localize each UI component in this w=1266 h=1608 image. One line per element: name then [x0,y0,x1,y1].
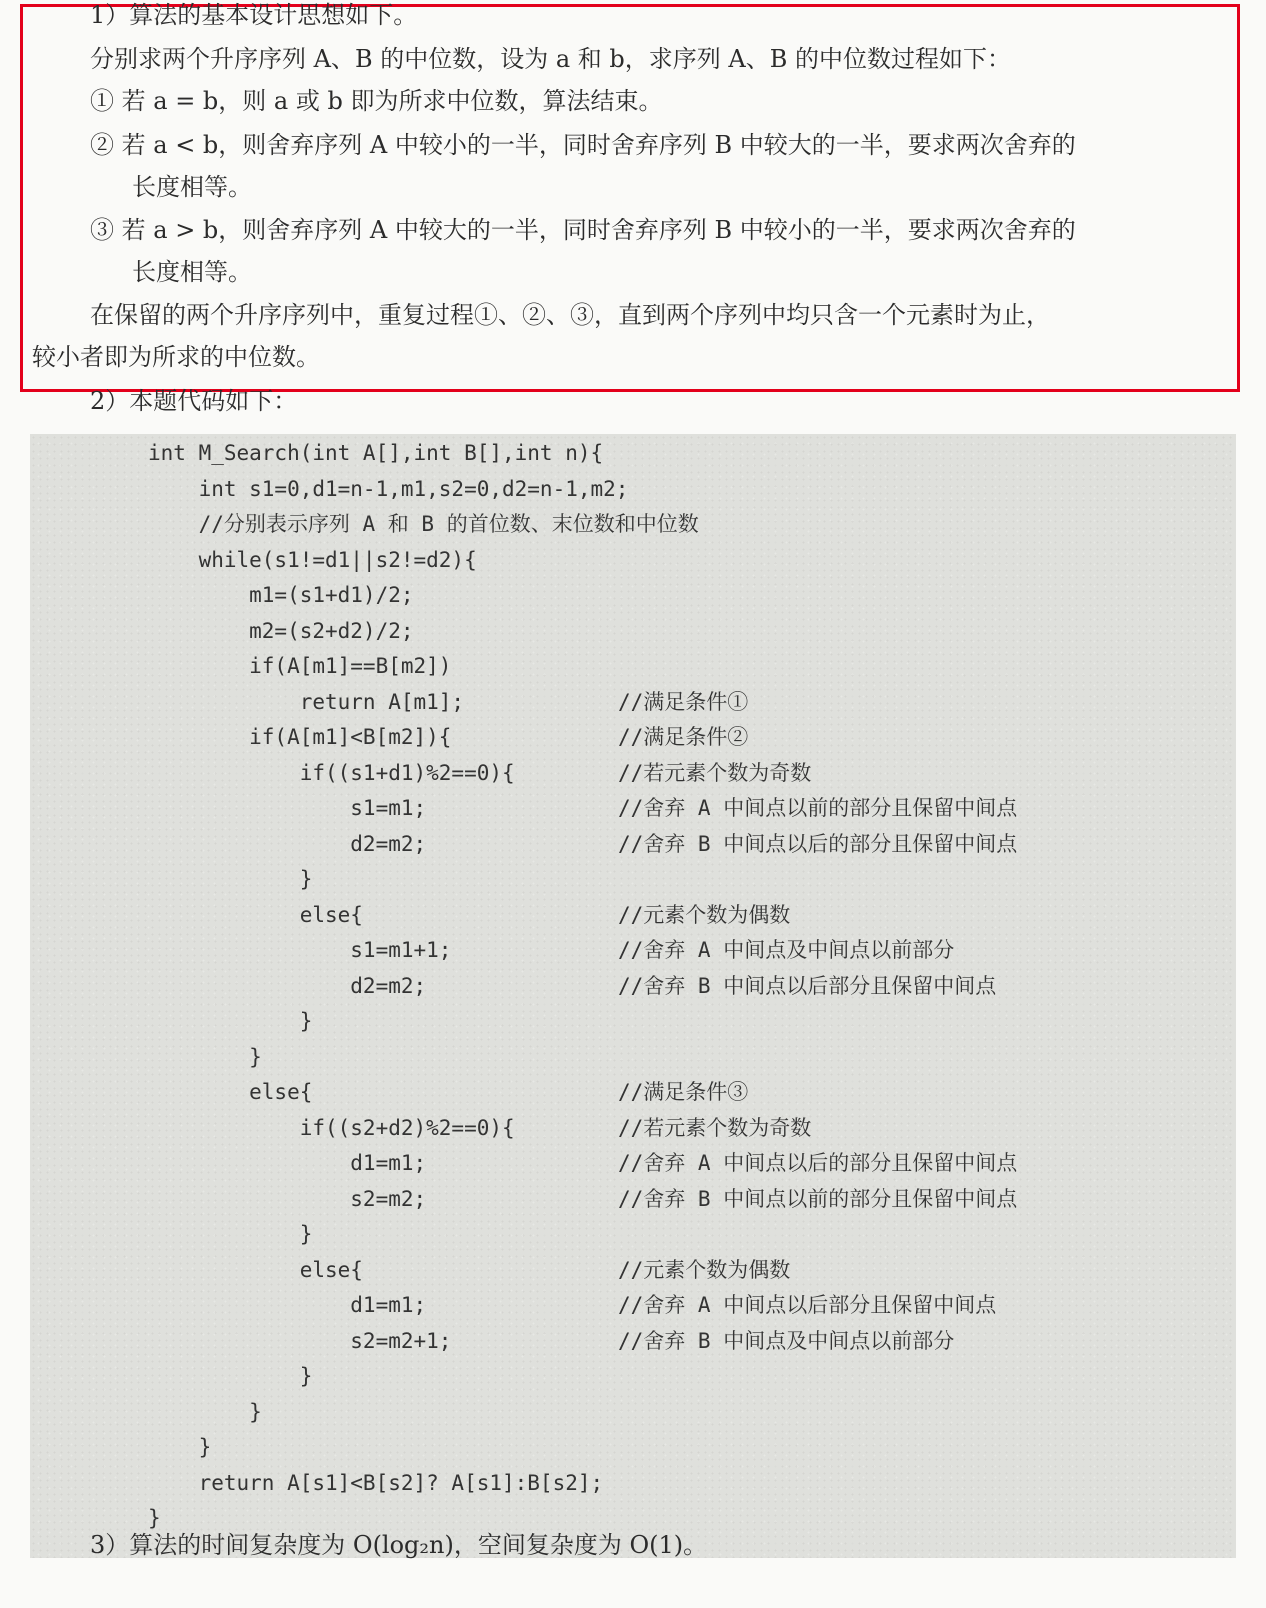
code-line: s1=m1+1; [148,938,452,962]
section1-intro: 分别求两个升序序列 A、B 的中位数，设为 a 和 b，求序列 A、B 的中位数过程如下： [90,45,1012,73]
code-line: if(A[m1]<B[m2]){ [148,725,452,749]
code-line: d2=m2; [148,973,427,998]
code-comment: //舍弃 B 中间点以前的部分且保留中间点 [618,1186,1018,1211]
code-line: d2=m2; [148,831,427,856]
code-line: s2=m2; [148,1186,427,1211]
section2-heading: 2）本题代码如下： [90,387,298,415]
code-line: } [148,1009,313,1033]
code-line: } [148,867,313,891]
code-line: else{ [148,902,363,927]
code-line: s2=m2+1; [148,1328,452,1353]
code-line: int M_Search(int A[],int B[],int n){ [148,441,604,465]
step1-text: ① 若 a = b，则 a 或 b 即为所求中位数，算法结束。 [90,87,663,115]
code-comment: //舍弃 B 中间点及中间点以前部分 [618,1328,955,1353]
code-line: } [148,1044,262,1069]
code-line: } [148,1222,313,1246]
complexity-text: 3）算法的时间复杂度为 O(log₂n)，空间复杂度为 O(1)。 [90,1531,708,1559]
code-line: } [148,1506,161,1530]
code-comment: //舍弃 B 中间点以后的部分且保留中间点 [618,831,1018,856]
code-comment: //满足条件② [618,725,749,749]
code-line: int s1=0,d1=n-1,m1,s2=0,d2=n-1,m2; [148,476,629,501]
code-line: s1=m1; [148,796,427,820]
step2-text-line1: ② 若 a < b，则舍弃序列 A 中较小的一半，同时舍弃序列 B 中较大的一半，要求两次舍弃的 [90,131,1076,159]
code-line: else{ [148,1257,363,1282]
code-line: d1=m1; [148,1151,427,1175]
code-comment: //舍弃 A 中间点以前的部分且保留中间点 [618,796,1018,820]
code-comment: //舍弃 A 中间点以后的部分且保留中间点 [618,1151,1018,1175]
repeat-text-line1: 在保留的两个升序序列中，重复过程①、②、③，直到两个序列中均只含一个元素时为止， [90,301,1050,329]
code-line: if((s2+d2)%2==0){ [148,1115,515,1140]
code-line: m1=(s1+d1)/2; [148,583,414,607]
section1-heading: 1）算法的基本设计思想如下。 [90,1,418,29]
code-comment: //元素个数为偶数 [618,902,791,927]
repeat-text-line2: 较小者即为所求的中位数。 [32,343,320,371]
code-line: } [148,1364,313,1388]
code-comment: //舍弃 B 中间点以后部分且保留中间点 [618,973,997,998]
code-line: else{ [148,1080,313,1104]
step2-text-line2: 长度相等。 [132,173,252,201]
code-line: if(A[m1]==B[m2]) [148,654,452,678]
code-line: return A[m1]; [148,689,465,714]
code-line: if((s1+d1)%2==0){ [148,760,515,785]
code-line: //分别表示序列 A 和 B 的首位数、末位数和中位数 [148,512,699,536]
code-comment: //舍弃 A 中间点以后部分且保留中间点 [618,1293,997,1317]
code-comment: //若元素个数为奇数 [618,760,812,785]
code-comment: //满足条件① [618,689,749,714]
code-line: return A[s1]<B[s2]? A[s1]:B[s2]; [148,1470,604,1495]
code-block [30,434,1236,1558]
code-line: d1=m1; [148,1293,427,1317]
code-comment: //舍弃 A 中间点及中间点以前部分 [618,938,955,962]
code-line: } [148,1399,262,1424]
code-line: m2=(s2+d2)/2; [148,618,414,643]
step3-text-line1: ③ 若 a > b，则舍弃序列 A 中较大的一半，同时舍弃序列 B 中较小的一半，要求两次舍弃的 [90,216,1076,244]
code-line: while(s1!=d1||s2!=d2){ [148,547,477,572]
code-comment: //满足条件③ [618,1080,749,1104]
code-comment: //若元素个数为奇数 [618,1115,812,1140]
step3-text-line2: 长度相等。 [132,258,252,286]
code-comment: //元素个数为偶数 [618,1257,791,1282]
code-line: } [148,1435,212,1459]
